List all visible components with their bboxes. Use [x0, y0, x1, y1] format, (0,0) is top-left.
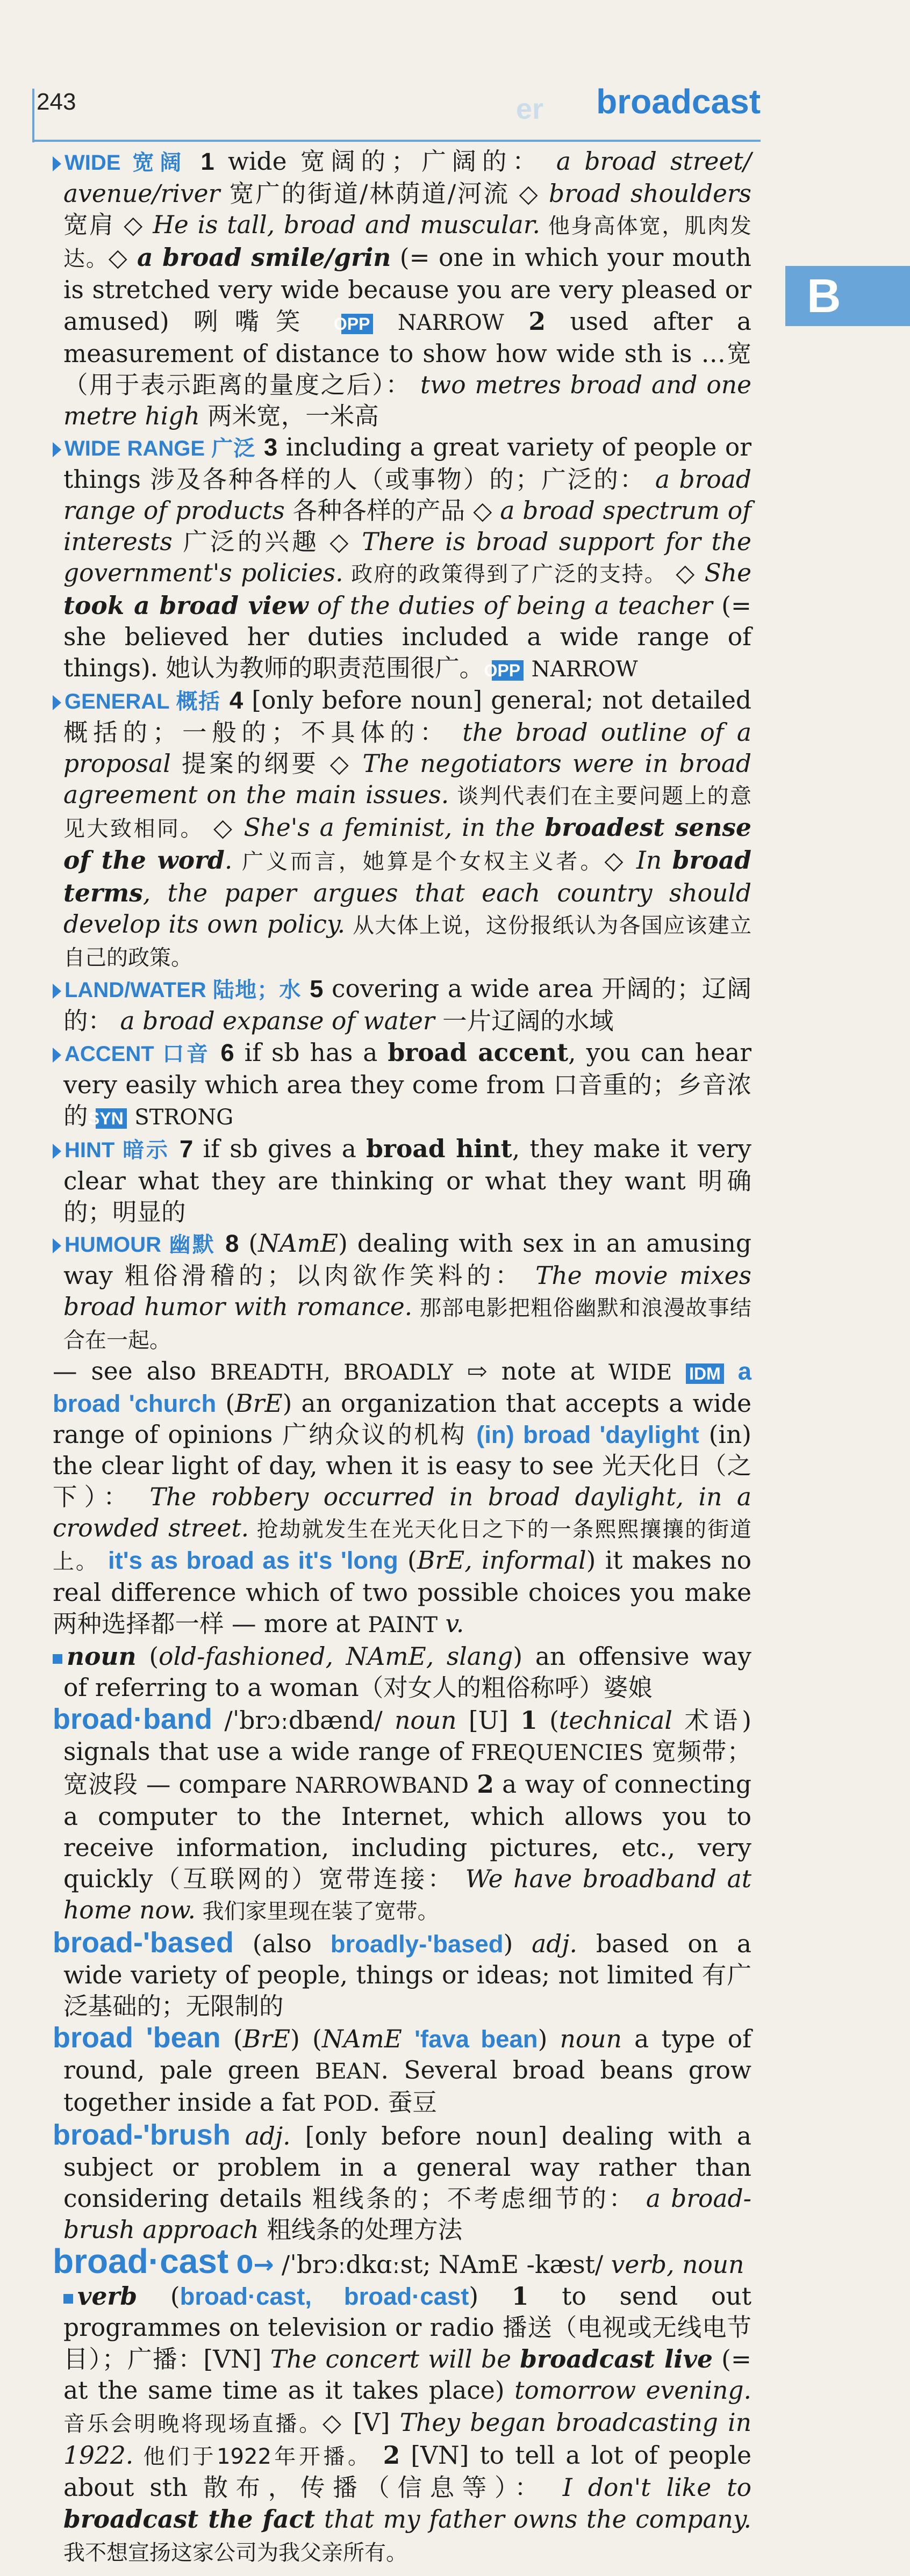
sense-number: 3 — [263, 434, 278, 461]
text: (= one in which your mouth is stretched very wide because you are very pleased or amused) 咧嘴笑 — [63, 243, 751, 336]
text: ◇ — [604, 846, 636, 875]
cross-ref[interactable]: PAINT — [368, 1613, 438, 1637]
text: ) — [469, 2282, 512, 2311]
bold-text: 2 — [477, 1770, 494, 1799]
entry-broadcast — [53, 2242, 752, 2568]
sense-number: 1 — [200, 148, 214, 175]
key-icon: 0→ — [236, 2250, 274, 2279]
sense-label[interactable]: ACCENT 口音 — [65, 1042, 211, 1066]
sense-arrow-icon — [53, 695, 61, 710]
label-badge: OPP — [492, 660, 524, 681]
text — [724, 1357, 738, 1386]
text: ⇨ note at — [453, 1357, 608, 1386]
cross-ref[interactable]: BREADTH, BROADLY — [210, 1360, 453, 1385]
example: adj. — [532, 1930, 577, 1958]
text: 宽频带；宽波段 — compare — [63, 1737, 751, 1799]
text: /ˈbrɔːdbænd/ — [212, 1706, 395, 1735]
noun-sense — [53, 1641, 751, 1704]
dictionary-entry — [53, 1704, 751, 1927]
example: a broad range of products — [63, 465, 751, 525]
bold-text: 2 — [528, 307, 546, 336]
text: ) — [503, 1930, 532, 1958]
cross-ref[interactable]: NARROW — [397, 311, 504, 335]
text — [127, 1102, 134, 1130]
cross-ref[interactable]: WIDE — [608, 1360, 672, 1385]
sense-label[interactable]: WIDE 宽阔 — [65, 151, 188, 175]
label-badge: OPP — [341, 314, 374, 334]
translation: 政府的政策得到了广泛的支持。 — [343, 562, 667, 587]
dictionary-entry — [53, 2119, 751, 2246]
text: used after a measurement of distance to show how wide sth is …宽（用于表示距离的量度之后）： — [63, 307, 752, 399]
text: ( — [216, 1389, 235, 1418]
example: a broad-brush approach — [63, 2184, 751, 2244]
text: to send out programmes on television or radio 播送（电视或无线电节目）；广播：[VN] — [63, 2282, 751, 2373]
idiom-phrase[interactable]: 'fava bean — [414, 2025, 538, 2053]
example: She — [704, 559, 752, 587]
example: The negotiators were in broad agreement on the main issues. — [63, 749, 751, 809]
text: ◇ — [108, 243, 137, 272]
example: v. — [438, 1610, 464, 1638]
example: a broad expanse of water — [112, 1007, 435, 1035]
noun-marker-icon — [53, 1654, 62, 1664]
example: technical — [558, 1706, 672, 1735]
example: adj. — [245, 2122, 291, 2151]
bold-text: broad hint — [366, 1134, 512, 1163]
example: of the duties of being a teacher — [308, 591, 713, 620]
sense-6 — [53, 1037, 751, 1133]
dictionary-entry — [53, 2022, 751, 2119]
page-rule-vertical — [32, 89, 34, 142]
translation: 他们于1922年开播。 — [133, 2444, 372, 2469]
example: two metres broad and one metre high — [63, 371, 751, 430]
headword: broad 'bean — [53, 2022, 221, 2054]
example: The concert will be — [270, 2345, 520, 2373]
thumb-index-tab[interactable]: B — [785, 266, 910, 326]
label-badge: SYN — [96, 1108, 127, 1129]
sense-arrow-icon — [53, 156, 61, 171]
text: ) it makes no real difference which of two possible choices you make 两种选择都一样 — more at — [53, 1546, 751, 1638]
bold-example: a broad smile/grin — [137, 243, 391, 272]
text: ◇ — [204, 813, 244, 842]
bold-example: took a broad view — [63, 591, 309, 620]
text — [231, 2122, 245, 2151]
example: noun — [395, 1706, 457, 1735]
bold-example: broadcast live — [520, 2344, 713, 2373]
text: . Several broad beans grow together inside a fat — [63, 2056, 752, 2117]
idiom-phrase[interactable]: broadly-'based — [330, 1930, 504, 1958]
bold-text: 1 — [520, 1706, 538, 1735]
cross-ref[interactable]: BEAN — [315, 2059, 381, 2084]
text: a type of round, pale green — [63, 2025, 752, 2084]
text — [372, 2441, 383, 2470]
cross-ref[interactable]: POD — [323, 2091, 372, 2116]
text: 一片辽阔的水域 — [434, 1007, 614, 1035]
bold-example: noun — [67, 1642, 137, 1671]
dictionary-column — [53, 146, 751, 2568]
running-head-ghost: er — [516, 93, 544, 125]
page-number: 243 — [37, 89, 76, 115]
sense-label[interactable]: WIDE RANGE 广泛 — [65, 437, 256, 460]
sense-arrow-icon — [53, 1144, 61, 1159]
see-also-block — [53, 1356, 751, 1641]
sense-4 — [53, 685, 751, 973]
example: They began broadcasting in 1922. — [63, 2408, 752, 2470]
example: a broad spectrum of interests — [63, 496, 751, 556]
entry-list — [53, 1704, 751, 2246]
sense-8 — [53, 1228, 751, 1356]
example: The movie mixes broad humor with romance. — [63, 1261, 751, 1321]
text: (also — [233, 1930, 331, 1958]
text: including a great variety of people or things 涉及各种各样的人（或事物）的；广泛的： — [63, 433, 751, 494]
text: ) ( — [290, 2025, 322, 2053]
text: 广泛的兴趣 ◇ — [172, 528, 362, 556]
pronunciation: /ˈbrɔːdkɑːst; NAmE -kæst/ — [274, 2250, 611, 2279]
text: ) dealing with sex in an amusing way 粗俗滑稽的；以肉欲作笑料的： — [63, 1229, 752, 1290]
sense-list — [53, 146, 751, 1356]
example: , the paper argues that each country should develop its own policy. — [63, 879, 751, 939]
idiom-phrase[interactable]: a broad 'church — [53, 1358, 752, 1417]
example: She's a feminist, in the — [243, 813, 545, 842]
bold-example: broad terms — [63, 846, 751, 907]
text: 术语) signals that use a wide range of — [63, 1706, 752, 1766]
text: [only before noun] dealing with a subject or problem in a general way rather than considering details 粗线条的；不考虑细节的： — [63, 2122, 751, 2213]
part-of-speech: verb, noun — [611, 2250, 744, 2279]
text: ( — [136, 1642, 159, 1671]
example: a broad street/ avenue/river — [63, 147, 752, 208]
text: ( — [137, 2282, 180, 2311]
text — [373, 307, 397, 336]
text: wide 宽阔的；广阔的： — [214, 147, 543, 176]
sense-number: 4 — [229, 687, 243, 714]
idiom-phrase[interactable]: (in) broad 'daylight — [476, 1421, 699, 1448]
text — [672, 1357, 686, 1386]
translation: 我不想宣扬这家公司为我父亲所有。 — [63, 2541, 407, 2565]
example: He is tall, broad and muscular. — [153, 211, 540, 239]
sense-number: 8 — [225, 1230, 239, 1257]
translation: 抢劫就发生在光天化日之下的一条熙熙攘攘的街道上。 — [53, 1517, 752, 1574]
page-rule-horizontal — [32, 140, 761, 142]
example: We have broadband at home now. — [63, 1865, 751, 1924]
cross-ref[interactable]: NARROW — [531, 657, 638, 682]
text: 宽广的街道/林荫道/河流 ◇ — [220, 179, 549, 208]
sense-arrow-icon — [53, 1048, 61, 1063]
bold-text: 2 — [383, 2441, 400, 2470]
sense-arrow-icon — [53, 442, 61, 457]
example: the broad outline of a proposal — [63, 718, 751, 778]
translation: 那部电影把粗俗幽默和浪漫故事结合在一起。 — [63, 1296, 751, 1353]
text: , they make it very clear what they are thinking or what they want 明确的；明显的 — [63, 1135, 752, 1226]
text — [524, 654, 531, 682]
text: (in) the clear light of day, when it is easy to see 光天化日（之下）： — [53, 1420, 752, 1511]
sense-1 — [53, 146, 751, 432]
example: BrE — [235, 1389, 283, 1418]
sense-arrow-icon — [53, 984, 61, 999]
example: I don't like to — [547, 2473, 751, 2502]
sense-label[interactable]: LAND/WATER 陆地；水 — [65, 978, 302, 1002]
headword: broad·cast — [53, 2242, 229, 2281]
text: , you can hear very easily which area they come from 口音重的；乡音浓的 — [63, 1038, 752, 1130]
example: The robbery occurred in broad daylight, in a crowded street. — [53, 1483, 751, 1542]
cross-ref[interactable]: STRONG — [134, 1105, 234, 1130]
sense-number: 5 — [310, 975, 324, 1002]
text: [U] — [456, 1706, 521, 1735]
text: ( — [398, 1546, 417, 1575]
verb-marker-icon — [63, 2294, 73, 2304]
idiom-phrase[interactable]: broad·cast, broad·cast — [180, 2283, 469, 2310]
text: 宽肩 ◇ — [63, 211, 153, 239]
sense-arrow-icon — [53, 1238, 61, 1253]
text: — see also — [53, 1357, 210, 1386]
idiom-phrase[interactable]: it's as broad as it's 'long — [108, 1547, 398, 1574]
text: 粗线条的处理方法 — [259, 2216, 463, 2244]
sense-label[interactable]: HINT 暗示 — [65, 1138, 170, 1162]
text: ) — [538, 2025, 560, 2053]
headword: broad-'based — [53, 1926, 234, 1959]
text: . 蚕豆 — [372, 2088, 437, 2117]
headword: broad-'brush — [53, 2119, 231, 2151]
text: ◇ [V] — [322, 2408, 400, 2437]
text: ) an offensive way of referring to a woman（对女人的粗俗称呼）婆娘 — [63, 1642, 752, 1702]
sense-3 — [53, 432, 751, 685]
example: BrE, informal — [417, 1546, 586, 1575]
cross-ref[interactable]: FREQUENCIES — [471, 1741, 644, 1765]
text: a way of connecting a computer to the Internet, which allows you to receive information, including pictures, etc., very quickly（互联网的）宽带连接： — [63, 1770, 752, 1893]
example: broad shoulders — [548, 179, 752, 208]
translation: 谈判代表们在主要问题上的意见大致相同。 — [63, 784, 751, 841]
cross-ref[interactable]: NARROWBAND — [295, 1773, 469, 1798]
sense-5 — [53, 973, 751, 1037]
translation: 从大体上说，这份报纸认为各国应该建立自己的政策。 — [63, 913, 751, 970]
text: if sb gives a — [193, 1135, 367, 1163]
text: (= at the same time as it takes place) — [63, 2345, 751, 2405]
example: BrE — [242, 2025, 291, 2053]
text: if sb has a — [234, 1038, 388, 1067]
example: There is broad support for the government's policies. — [63, 528, 751, 587]
example: tomorrow evening. — [514, 2376, 751, 2405]
text: ( — [537, 1706, 559, 1735]
text — [504, 307, 528, 336]
text: 提案的纲要 ◇ — [170, 749, 363, 778]
sense-number: 7 — [180, 1135, 194, 1163]
text: 各种各样的产品 ◇ — [284, 496, 500, 525]
text: based on a wide variety of people, things or ideas; not limited 有广泛基础的；无限制的 — [63, 1930, 751, 2021]
example: old-fashioned, NAmE, slang — [159, 1642, 513, 1671]
sense-label[interactable]: GENERAL 概括 — [65, 690, 221, 713]
text — [99, 1546, 108, 1575]
bold-example: broadest sense of the word — [63, 813, 752, 875]
text: ( — [239, 1229, 259, 1258]
example: . — [224, 846, 233, 875]
text: [only before noun] general; not detailed 概括的；一般的；不具体的： — [63, 686, 751, 747]
example: NAmE — [321, 2025, 402, 2053]
dictionary-entry — [53, 1927, 751, 2022]
translation: 广义而言，她算是个女权主义者。 — [232, 849, 605, 874]
label-badge: IDM — [686, 1363, 724, 1384]
text: ) an organization that accepts a wide range of opinions 广纳众议的机构 — [53, 1389, 751, 1449]
text — [402, 2025, 414, 2053]
example: that my father owns the company. — [315, 2505, 751, 2534]
translation: 他身高体宽，肌肉发达。 — [63, 214, 751, 271]
bold-text: 1 — [511, 2282, 529, 2311]
text: ◇ — [667, 559, 705, 587]
sense-number: 6 — [220, 1039, 234, 1066]
example: noun — [560, 2025, 622, 2053]
text: 两米宽，一米高 — [199, 402, 379, 430]
translation: 我们家里现在装了宽带。 — [195, 1899, 439, 1924]
text: (= she believed her duties included a wide range of things). 她认为教师的职责范围很广。 — [63, 591, 752, 682]
example: NAmE — [258, 1229, 339, 1258]
entry-body — [63, 2282, 751, 2566]
text — [469, 1770, 477, 1799]
text: [VN] to tell a lot of people about sth 散布，传播（信息等）： — [63, 2441, 751, 2502]
text: covering a wide area 开阔的；辽阔的： — [63, 975, 751, 1035]
bold-example: broadcast the fact — [63, 2505, 316, 2534]
example: In — [636, 846, 672, 875]
bold-text: broad accent — [388, 1038, 569, 1067]
running-head: broadcast — [596, 82, 761, 121]
translation: 音乐会明晚将现场直播。 — [63, 2412, 323, 2436]
sense-label[interactable]: HUMOUR 幽默 — [65, 1233, 216, 1257]
text: ( — [220, 2025, 243, 2053]
bold-example: verb — [77, 2282, 138, 2311]
headword: broad·band — [53, 1703, 212, 1735]
sense-7 — [53, 1133, 751, 1228]
